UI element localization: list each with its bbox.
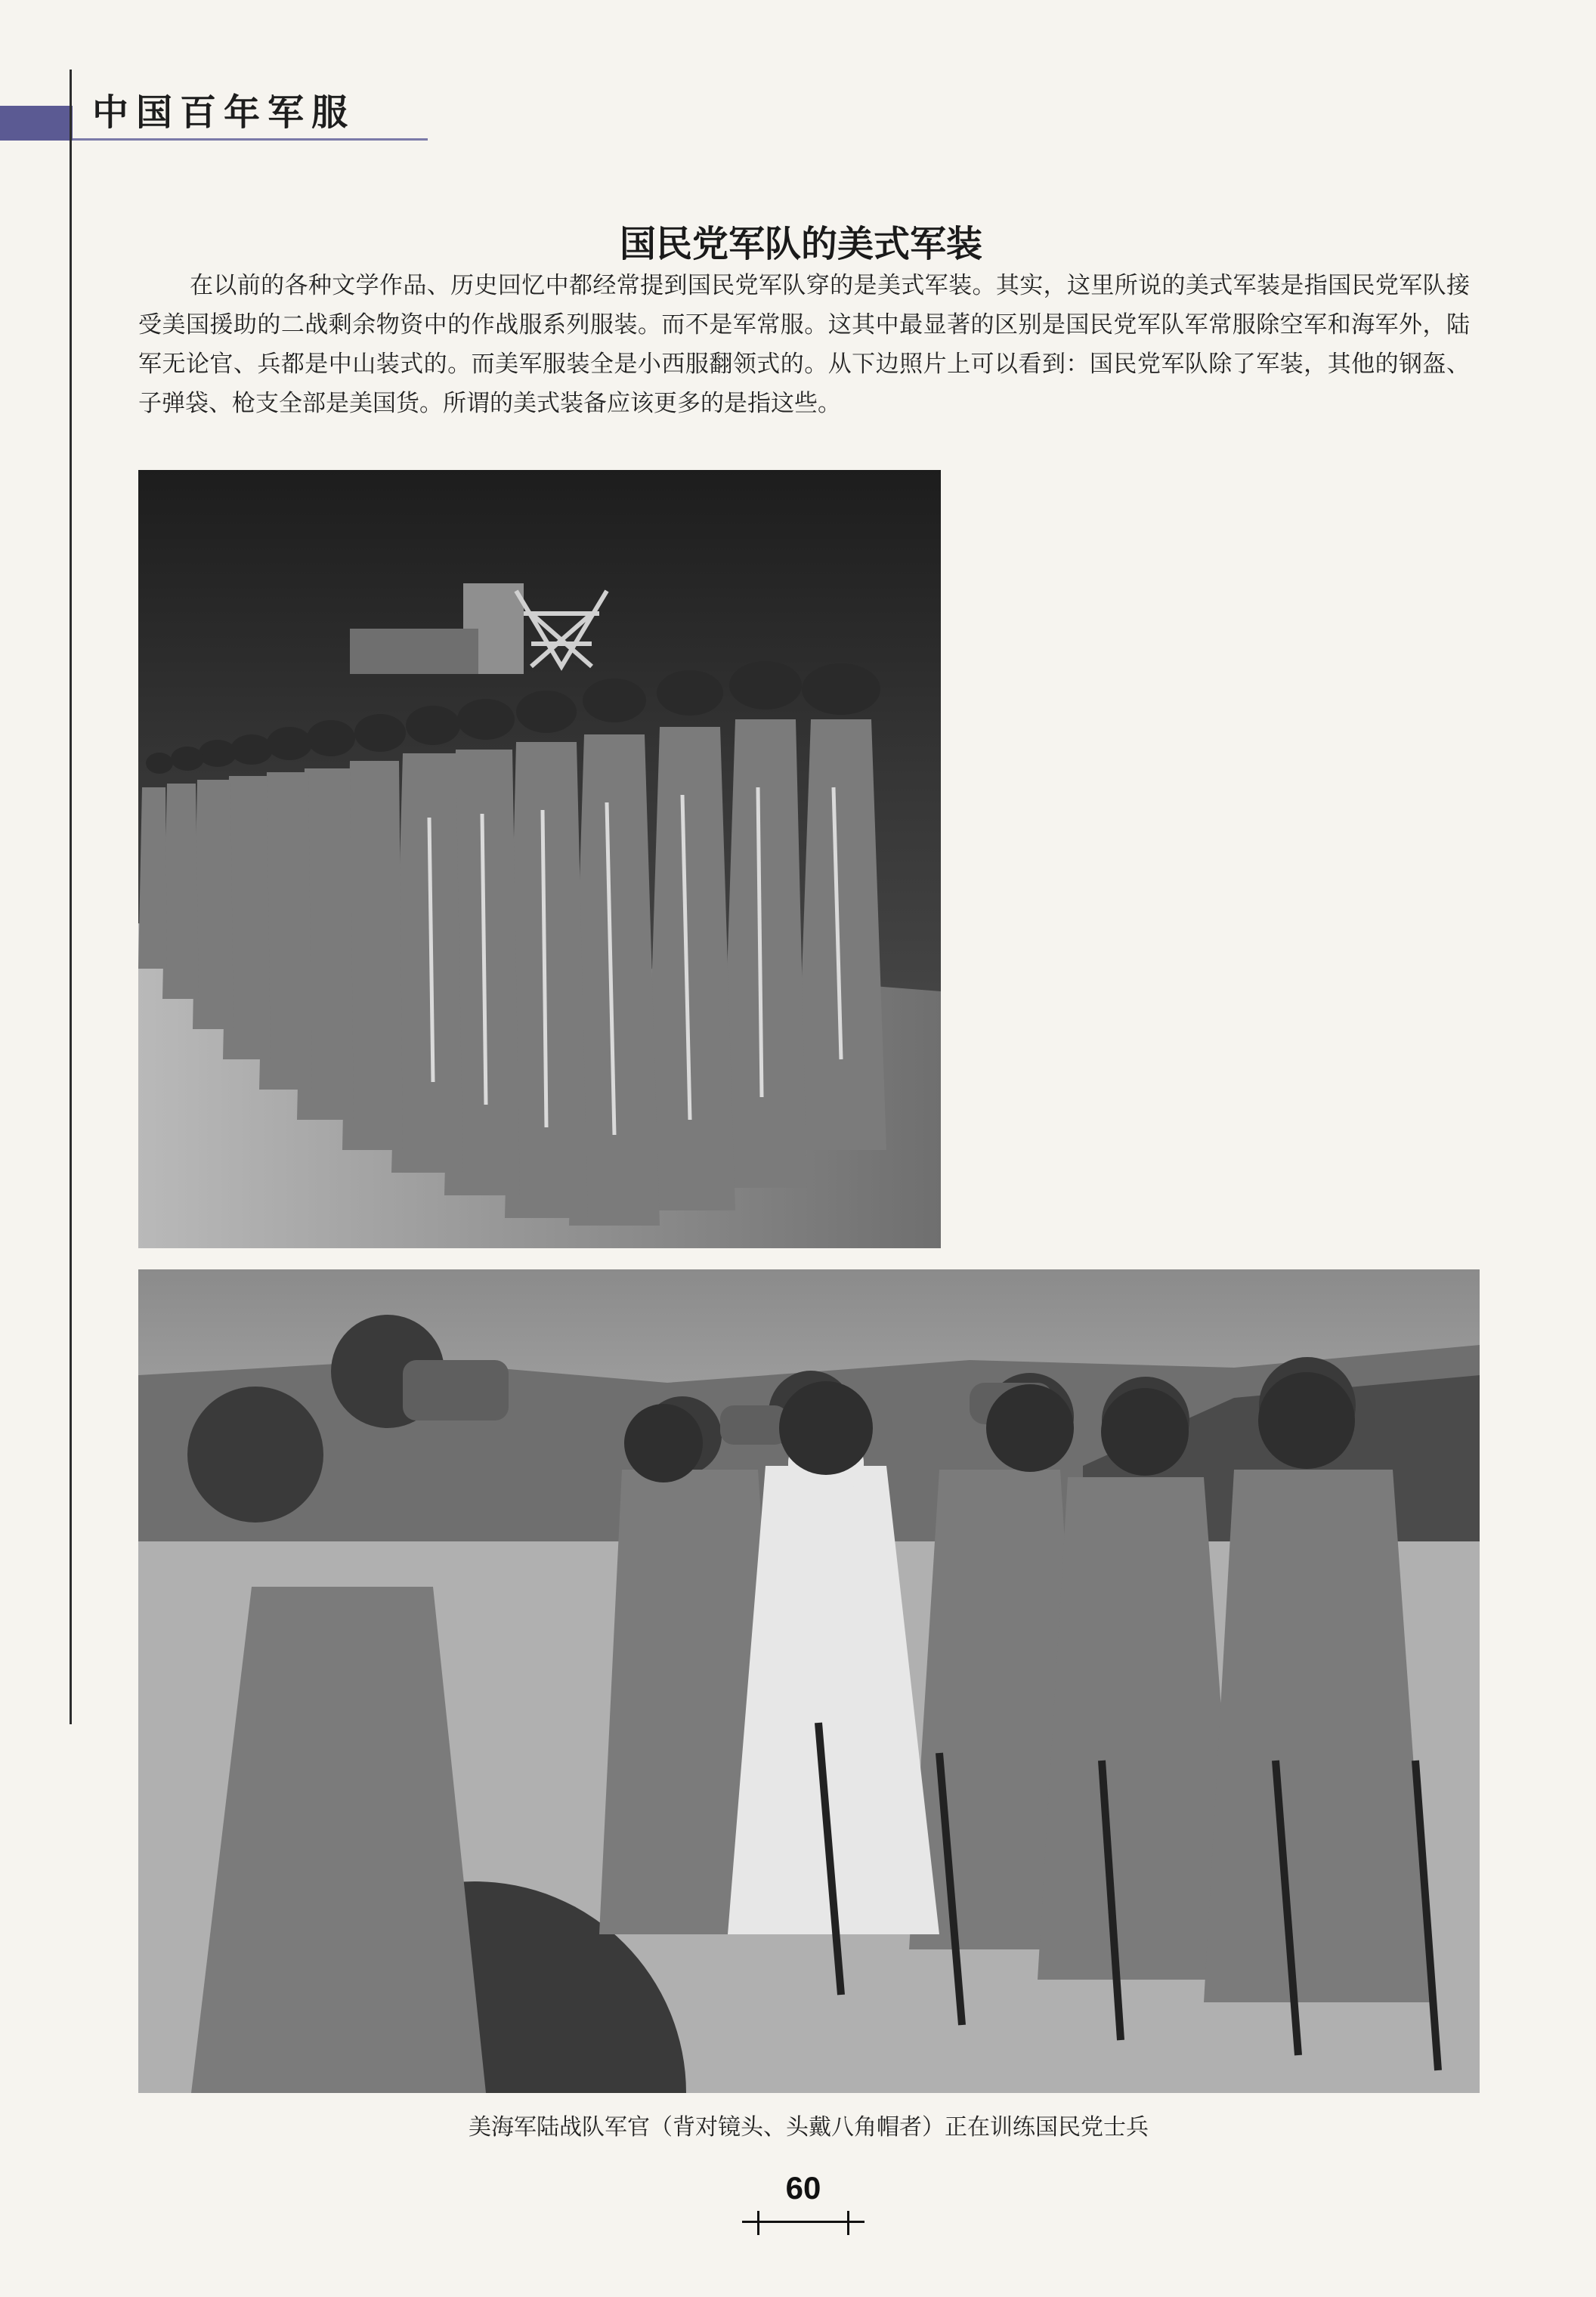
page-number-left-tick bbox=[757, 2211, 759, 2235]
page-number-right-tick bbox=[847, 2211, 849, 2235]
left-margin-rule bbox=[70, 70, 72, 1724]
photo-caption: 美海军陆战队军官（背对镜头、头戴八角帽者）正在训练国民党士兵 bbox=[469, 2114, 1149, 2141]
article-body: 在以前的各种文学作品、历史回忆中都经常提到国民党军队穿的是美式军装。其实，这里所说的美式军装是指国民党军队接受美国援助的二战剩余物资中的作战服系列服装。而不是军常服。这其中最显著的区别是国民党军队军常服除空军和海军外，陆军无论官、兵都是中山装式的。而美军服装全是小西服翻领式的。从下边照片上可以看到：国民党军队除了军装，其他的钢盔、子弹袋、枪支全部是美国货。所谓的美式装备应该更多的是指这些。 bbox=[138, 272, 1470, 417]
page-number: 60 bbox=[785, 2170, 821, 2206]
training-photo bbox=[138, 1269, 1480, 2093]
header-rule bbox=[73, 138, 428, 141]
page-number-rule bbox=[742, 2221, 865, 2223]
soldiers-formation-photo bbox=[138, 470, 941, 1248]
page-number-mark bbox=[732, 2170, 875, 2242]
header-color-tab bbox=[0, 106, 73, 141]
running-head: 中国百年军服 bbox=[92, 91, 356, 134]
article-title: 国民党军队的美式军装 bbox=[619, 223, 982, 265]
